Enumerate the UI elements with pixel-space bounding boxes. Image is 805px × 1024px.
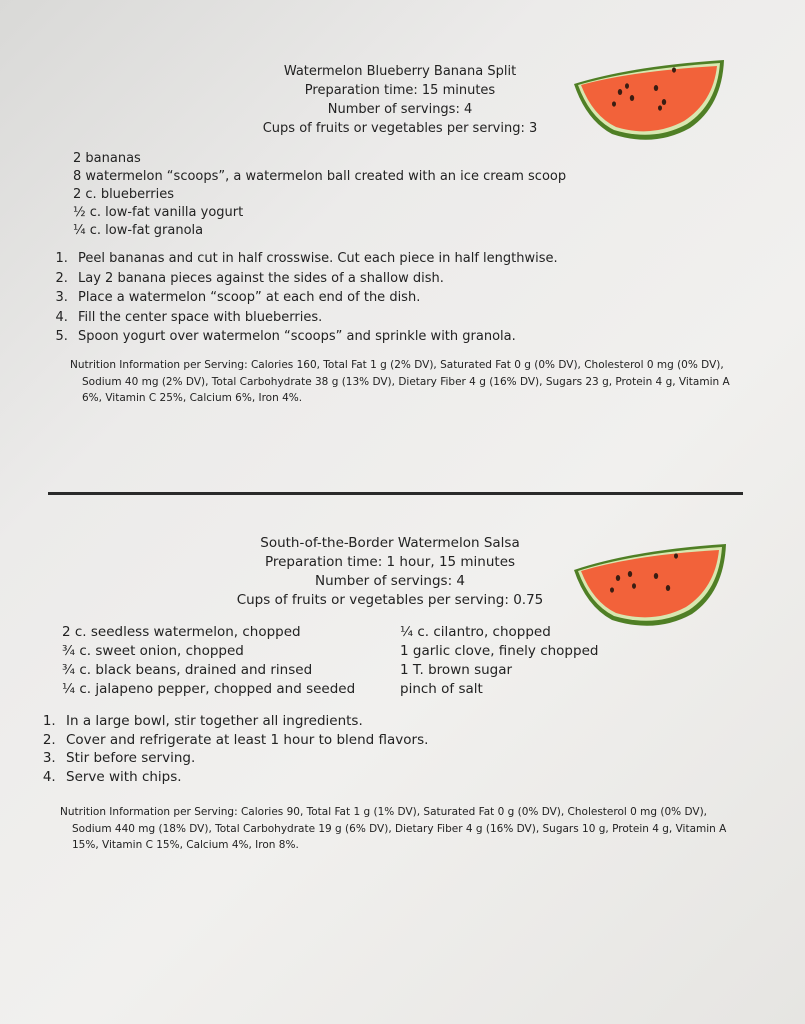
list-item: 3. Place a watermelon “scoop” at each end of the dish. [72, 288, 558, 308]
recipe1-cups: Cups of fruits or vegetables per serving: 3 [262, 121, 538, 136]
list-item: pinch of salt [400, 681, 483, 697]
list-item: ¾ c. black beans, drained and rinsed [62, 662, 313, 678]
recipe1-ingredients [73, 150, 566, 240]
section-divider [48, 492, 743, 495]
list-item: 4. Fill the center space with blueberries. [72, 308, 558, 328]
list-item: 2 bananas [73, 151, 141, 166]
recipe2-prep-time: Preparation time: 1 hour, 15 minutes [264, 554, 516, 570]
watermelon-slice-icon [572, 58, 728, 142]
list-item: 1 garlic clove, finely chopped [400, 643, 599, 659]
list-item: 1. Peel bananas and cut in half crosswise. Cut each piece in half lengthwise. [72, 249, 558, 269]
list-item: ¼ c. jalapeno pepper, chopped and seeded [62, 681, 356, 697]
recipe2-nutrition: Nutrition Information per Serving: Calories 90, Total Fat 1 g (1% DV), Saturated Fat 0 g (0% DV), Cholesterol 0 mg (0% DV), Sodium 440 mg (18% DV), Total Carbohydrate 19 g (6% DV), Dietary Fiber 4 g (16% DV), Sugars 10 g, Protein 4 g, Vitamin A 15%, Vitamin C 15%, Calcium 4%, Iron 8%. [60, 806, 727, 851]
list-item: ½ c. low-fat vanilla yogurt [73, 205, 244, 220]
recipe1-prep-time: Preparation time: 15 minutes [304, 83, 496, 98]
list-item: ¼ c. low-fat granola [73, 223, 204, 238]
recipe2-header [190, 534, 590, 610]
list-item: 2. Cover and refrigerate at least 1 hour to blend flavors. [60, 731, 428, 750]
recipe2-ingredients-right [400, 623, 598, 699]
watermelon-slice-icon [572, 542, 730, 628]
recipe1-servings: Number of servings: 4 [327, 102, 473, 117]
list-item: 2 c. seedless watermelon, chopped [62, 624, 301, 640]
recipe2-cups: Cups of fruits or vegetables per serving: 0.75 [236, 592, 544, 608]
list-item: 3. Stir before serving. [60, 749, 428, 768]
list-item: 2 c. blueberries [73, 187, 175, 202]
list-item: 2. Lay 2 banana pieces against the sides of a shallow dish. [72, 269, 558, 289]
recipe2-ingredients-left [62, 623, 355, 699]
recipe2-servings: Number of servings: 4 [314, 573, 466, 589]
recipe2-title: South-of-the-Border Watermelon Salsa [260, 535, 520, 551]
recipe1-header [200, 62, 600, 138]
list-item: ¾ c. sweet onion, chopped [62, 643, 244, 659]
recipe1-title: Watermelon Blueberry Banana Split [283, 64, 517, 79]
list-item: 1 T. brown sugar [400, 662, 513, 678]
list-item: ¼ c. cilantro, chopped [400, 624, 551, 640]
recipe1-steps [50, 249, 558, 347]
list-item: 4. Serve with chips. [60, 768, 428, 787]
list-item: 1. In a large bowl, stir together all ingredients. [60, 712, 428, 731]
recipe2-steps [38, 712, 428, 786]
recipe1-nutrition: Nutrition Information per Serving: Calories 160, Total Fat 1 g (2% DV), Saturated Fat 0 g (0% DV), Cholesterol 0 mg (0% DV), Sodium 40 mg (2% DV), Total Carbohydrate 38 g (13% DV), Dietary Fiber 4 g (16% DV), Sugars 23 g, Protein 4 g, Vitamin A 6%, Vitamin C 25%, Calcium 6%, Iron 4%. [70, 359, 730, 404]
list-item: 5. Spoon yogurt over watermelon “scoops” and sprinkle with granola. [72, 327, 558, 347]
list-item: 8 watermelon “scoops”, a watermelon ball created with an ice cream scoop [73, 169, 567, 184]
